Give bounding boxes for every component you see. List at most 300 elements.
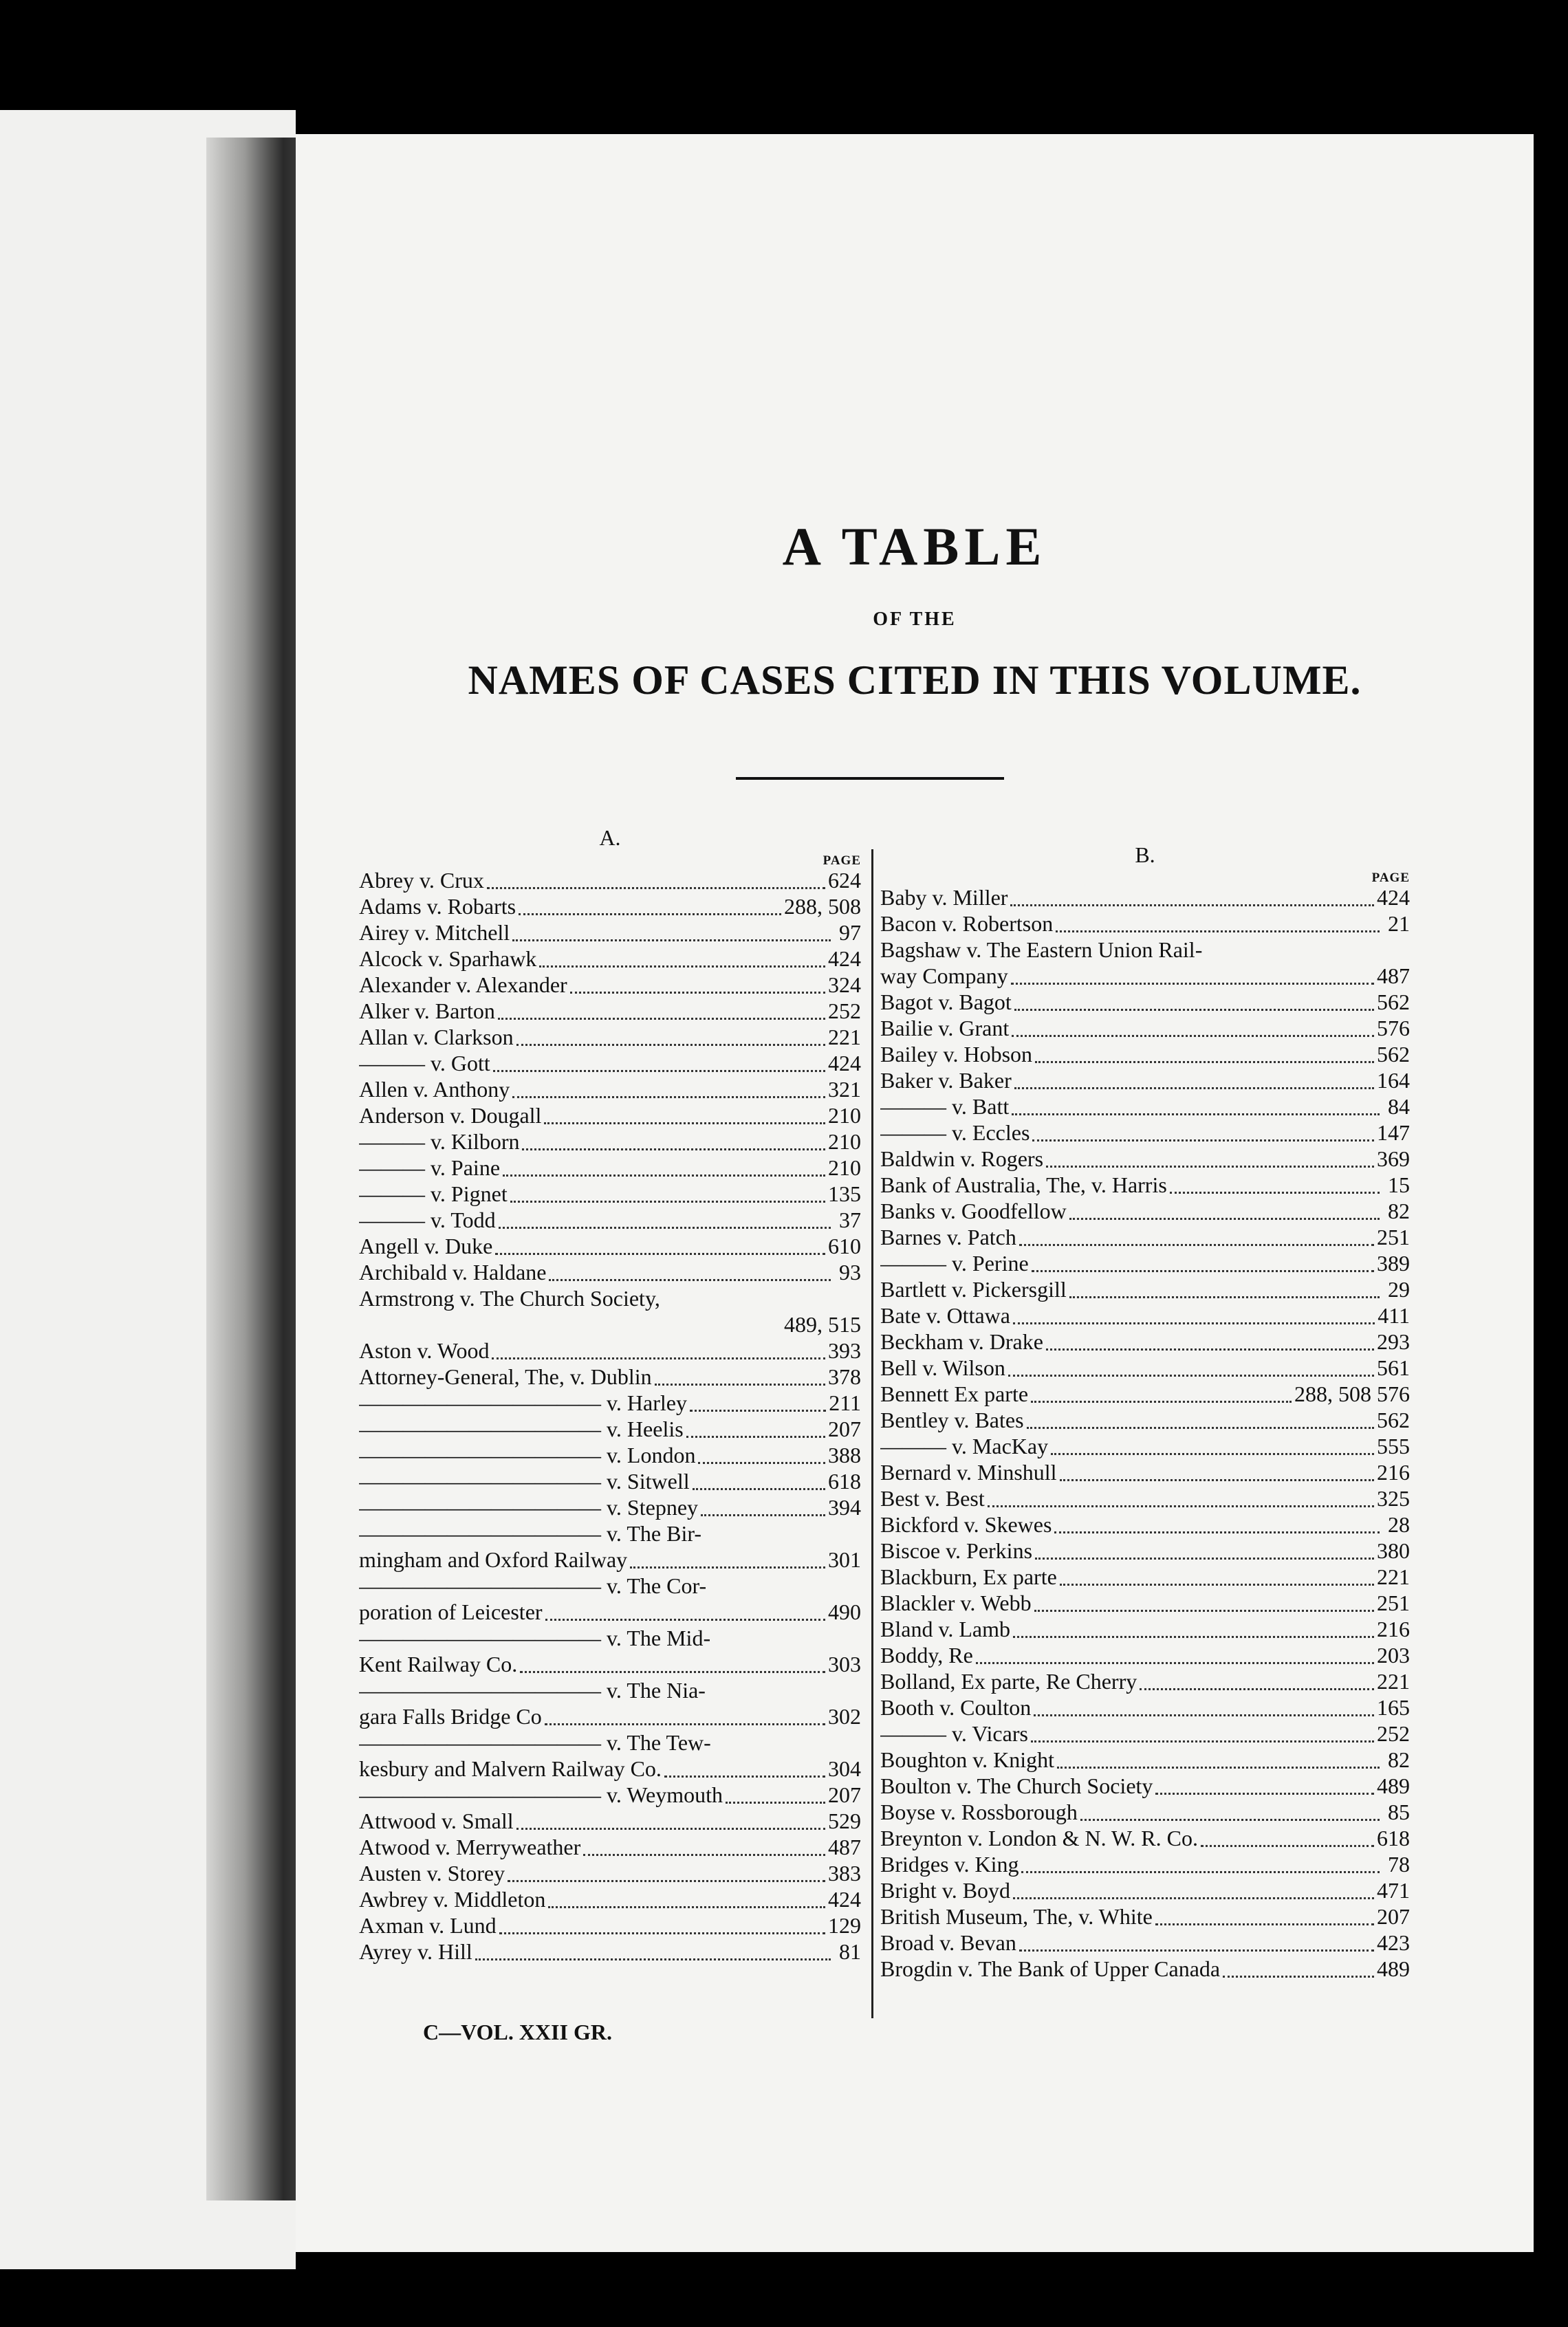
dot-leader [1056, 924, 1380, 932]
case-entry [359, 1076, 861, 1102]
case-entry [359, 1756, 861, 1782]
dot-leader [499, 1220, 831, 1229]
dot-leader [499, 1925, 825, 1934]
dot-leader [1051, 1446, 1374, 1455]
case-name: Barnes v. Patch [880, 1225, 1016, 1249]
case-page-number: 424 [828, 1887, 861, 1912]
case-page-number: 210 [828, 1103, 861, 1128]
dot-leader [1010, 897, 1374, 906]
case-entry [880, 1511, 1410, 1538]
case-name: Austen v. Storey [359, 1861, 505, 1886]
dot-leader [545, 1716, 825, 1725]
page-title: A TABLE [782, 516, 1047, 576]
case-entry [880, 1642, 1410, 1668]
case-entry [359, 1233, 861, 1259]
case-name: Bentley v. Bates [880, 1408, 1024, 1432]
case-name: ——————————— v. Sitwell [359, 1469, 690, 1494]
case-entry [359, 1703, 861, 1729]
case-page-number: 252 [828, 998, 861, 1023]
case-name: ——— v. Vicars [880, 1721, 1028, 1746]
dot-leader [1011, 976, 1374, 985]
case-entry [359, 1886, 861, 1912]
case-entry [880, 1903, 1410, 1930]
case-page-number: 221 [1377, 1669, 1410, 1694]
case-entry [359, 1782, 861, 1808]
case-entry [359, 1651, 861, 1677]
case-name: Bagshaw v. The Eastern Union Rail- [880, 937, 1203, 962]
case-page-number: 618 [828, 1469, 861, 1494]
case-page-number: 203 [1377, 1643, 1410, 1668]
case-entry [880, 1590, 1410, 1616]
case-entry [880, 1694, 1410, 1720]
dot-leader [1060, 1472, 1374, 1481]
dot-leader [498, 1011, 825, 1020]
case-name: ——————————— v. Heelis [359, 1417, 684, 1441]
column-a-page-label: PAGE [823, 853, 861, 868]
case-entry [880, 1407, 1410, 1433]
case-entry [880, 1224, 1410, 1250]
case-entry [359, 1128, 861, 1155]
case-entry [359, 1834, 861, 1860]
case-name: Baldwin v. Rogers [880, 1146, 1044, 1171]
case-name: British Museum, The, v. White [880, 1904, 1153, 1929]
dot-leader [655, 1377, 825, 1386]
case-entry [359, 1547, 861, 1573]
case-name: ——————————— v. Harley [359, 1390, 687, 1415]
case-page-number: 424 [1377, 885, 1410, 910]
dot-leader [516, 1037, 825, 1046]
case-page-number: 471 [1377, 1878, 1410, 1903]
case-entry [880, 1093, 1410, 1119]
dot-leader [1032, 1133, 1374, 1141]
case-name: Bailie v. Grant [880, 1016, 1010, 1040]
signature-mark: C—VOL. XXII GR. [423, 2020, 612, 2044]
case-page-number: 393 [828, 1338, 861, 1363]
case-page-number: 210 [828, 1129, 861, 1154]
case-name: Beckham v. Drake [880, 1329, 1043, 1354]
case-entry [880, 1485, 1410, 1511]
column-b-page-label: PAGE [1371, 871, 1410, 885]
case-name: Banks v. Goodfellow [880, 1199, 1067, 1223]
dot-leader [1027, 1420, 1374, 1429]
case-entry [359, 1808, 861, 1834]
case-entry [880, 910, 1410, 937]
case-name: Abrey v. Crux [359, 868, 484, 893]
case-entry [880, 1355, 1410, 1381]
dot-leader [503, 1168, 825, 1177]
case-name: ——————————— v. London [359, 1443, 696, 1467]
case-page-number: 576 [1377, 1016, 1410, 1040]
case-name: poration of Leicester [359, 1599, 543, 1624]
case-entry [359, 1729, 861, 1756]
case-page-number: 85 [1388, 1800, 1410, 1824]
case-name: Biscoe v. Perkins [880, 1538, 1033, 1563]
case-page-number: 207 [1377, 1904, 1410, 1929]
dot-leader [1031, 1394, 1292, 1403]
dot-leader [1069, 1211, 1380, 1220]
case-name: ——— v. Paine [359, 1155, 501, 1180]
case-page-number: 82 [1388, 1747, 1410, 1772]
case-entry [359, 1364, 861, 1390]
case-name: Best v. Best [880, 1486, 985, 1511]
case-page-number: 489 [1377, 1773, 1410, 1798]
case-name: Bate v. Ottawa [880, 1303, 1010, 1328]
case-entry [880, 1433, 1410, 1459]
dot-leader [1057, 1760, 1380, 1769]
case-name: gara Falls Bridge Co [359, 1704, 542, 1729]
case-entry [880, 1119, 1410, 1146]
case-name: Angell v. Duke [359, 1234, 493, 1258]
case-entry [359, 1442, 861, 1468]
case-entry [880, 1302, 1410, 1329]
case-name: ——— v. Kilborn [359, 1129, 520, 1154]
dot-leader [475, 1952, 831, 1960]
dot-leader [495, 1246, 825, 1255]
case-page-number: 93 [839, 1260, 861, 1285]
case-name: ——— v. MacKay [880, 1434, 1049, 1459]
case-name: Axman v. Lund [359, 1913, 497, 1938]
dot-leader [1034, 1603, 1374, 1612]
case-page-number: 624 [828, 868, 861, 893]
case-page-number: 251 [1377, 1225, 1410, 1249]
case-page-number: 221 [828, 1025, 861, 1049]
case-page-number: 251 [1377, 1591, 1410, 1615]
case-entry [359, 1181, 861, 1207]
case-page-number: 411 [1378, 1303, 1410, 1328]
case-page-number: 252 [1377, 1721, 1410, 1746]
case-entry [880, 1877, 1410, 1903]
case-page-number: 369 [1377, 1146, 1410, 1171]
dot-leader [1155, 1916, 1374, 1925]
case-page-number: 216 [1377, 1460, 1410, 1485]
dot-leader [1014, 1080, 1374, 1089]
case-name: Boughton v. Knight [880, 1747, 1055, 1772]
case-page-number: 562 [1377, 1408, 1410, 1432]
case-name: Bickford v. Skewes [880, 1512, 1052, 1537]
case-entry [880, 1564, 1410, 1590]
case-entry [359, 1285, 861, 1311]
dot-leader [1035, 1054, 1374, 1063]
case-name: ——————————— v. The Mid- [359, 1626, 711, 1650]
case-name: ——— v. Eccles [880, 1120, 1030, 1145]
case-page-number: 618 [1377, 1826, 1410, 1850]
case-entry [880, 1668, 1410, 1694]
case-name: Boddy, Re [880, 1643, 973, 1668]
dot-leader [493, 1063, 825, 1072]
dot-leader [1170, 1185, 1380, 1194]
case-entry [359, 1390, 861, 1416]
case-name: Anderson v. Dougall [359, 1103, 542, 1128]
case-name: Bagot v. Bagot [880, 990, 1012, 1014]
case-page-number: 135 [828, 1181, 861, 1206]
case-name: Brogdin v. The Bank of Upper Canada [880, 1956, 1221, 1981]
case-name: ——————————— v. The Tew- [359, 1730, 711, 1755]
case-page-number: 561 [1377, 1355, 1410, 1380]
case-entry [880, 1799, 1410, 1825]
case-entry [359, 1912, 861, 1938]
title-connector: OF THE [873, 609, 957, 630]
case-name: ——— v. Gott [359, 1051, 490, 1075]
case-entry [359, 1207, 861, 1233]
dot-leader [512, 932, 831, 941]
dot-leader [1032, 1263, 1374, 1272]
case-entry [880, 1616, 1410, 1642]
case-name: Allan v. Clarkson [359, 1025, 514, 1049]
case-entry [880, 1250, 1410, 1276]
case-page-number: 302 [828, 1704, 861, 1729]
case-entry [359, 1050, 861, 1076]
case-name: Broad v. Bevan [880, 1930, 1016, 1955]
case-name: Booth v. Coulton [880, 1695, 1032, 1720]
case-name: ——————————— v. Stepney [359, 1495, 699, 1520]
dot-leader [1060, 1577, 1374, 1586]
case-page-number: 304 [828, 1756, 861, 1781]
dot-leader [1012, 1106, 1380, 1115]
case-name: Allen v. Anthony [359, 1077, 510, 1102]
case-page-number: 487 [828, 1835, 861, 1859]
case-name: Armstrong v. The Church Society, [359, 1286, 660, 1311]
case-name: Bernard v. Minshull [880, 1460, 1057, 1485]
case-page-number: 82 [1388, 1199, 1410, 1223]
case-name: Bennett Ex parte [880, 1381, 1029, 1406]
dot-leader [1201, 1838, 1374, 1847]
case-entry [880, 989, 1410, 1015]
case-entry [880, 1276, 1410, 1302]
case-name: Boulton v. The Church Society [880, 1773, 1153, 1798]
case-page-number: 15 [1388, 1172, 1410, 1197]
dot-leader [512, 1089, 825, 1098]
case-entry [880, 1825, 1410, 1851]
dot-leader [1046, 1159, 1374, 1168]
case-page-number: 78 [1388, 1852, 1410, 1877]
case-entry [880, 1459, 1410, 1485]
case-entry [359, 1677, 861, 1703]
case-entry [359, 1860, 861, 1886]
case-page-number: 81 [839, 1939, 861, 1964]
case-entry [359, 1468, 861, 1494]
case-page-number: 165 [1377, 1695, 1410, 1720]
case-name: Bland v. Lamb [880, 1617, 1010, 1641]
case-page-number: 29 [1388, 1277, 1410, 1302]
case-entry [359, 1599, 861, 1625]
dot-leader [1223, 1969, 1374, 1978]
case-name: Awbrey v. Middleton [359, 1887, 546, 1912]
case-page-number: 388 [828, 1443, 861, 1467]
case-entry [880, 1538, 1410, 1564]
dot-leader [1140, 1681, 1374, 1690]
case-name: Airey v. Mitchell [359, 920, 510, 945]
case-page-number: 610 [828, 1234, 861, 1258]
case-page-number: 301 [828, 1547, 861, 1572]
title-rule [736, 777, 1004, 780]
dot-leader [698, 1455, 825, 1464]
case-name: Blackburn, Ex parte [880, 1564, 1057, 1589]
dot-leader [522, 1141, 825, 1150]
case-name: Kent Railway Co. [359, 1652, 518, 1676]
case-entry [880, 1067, 1410, 1093]
case-page-number: 562 [1377, 990, 1410, 1014]
dot-leader [1080, 1812, 1380, 1821]
column-a-list [359, 867, 861, 1965]
dot-leader [1019, 1943, 1374, 1952]
dot-leader [1019, 1237, 1374, 1246]
dot-leader [510, 1194, 825, 1203]
case-page-number: 490 [828, 1599, 861, 1624]
column-b [880, 842, 1410, 1982]
case-page-number: 288, 508 [784, 894, 861, 919]
case-name: Alexander v. Alexander [359, 972, 567, 997]
dot-leader [519, 906, 781, 915]
case-entry [359, 1625, 861, 1651]
dot-leader [1035, 1551, 1374, 1560]
case-entry [880, 963, 1410, 989]
case-page-number: 216 [1377, 1617, 1410, 1641]
case-page-number: 389 [1377, 1251, 1410, 1276]
case-entry [880, 937, 1410, 963]
case-entry [880, 1329, 1410, 1355]
case-page-number: 37 [839, 1208, 861, 1232]
dot-leader [693, 1481, 825, 1490]
dot-leader [1021, 1864, 1380, 1873]
case-page-number: 529 [828, 1809, 861, 1833]
case-name: ——————————— v. The Bir- [359, 1521, 701, 1546]
case-entry [880, 1851, 1410, 1877]
case-entry [359, 1311, 861, 1337]
case-entry [880, 1146, 1410, 1172]
case-page-number: 555 [1377, 1434, 1410, 1459]
case-page-number: 21 [1388, 911, 1410, 936]
case-name: Bailey v. Hobson [880, 1042, 1033, 1067]
case-name: Atwood v. Merryweather [359, 1835, 581, 1859]
case-entry [359, 1024, 861, 1050]
page-subtitle: NAMES OF CASES CITED IN THIS VOLUME. [468, 657, 1362, 703]
case-page-number: 562 [1377, 1042, 1410, 1067]
case-entry [880, 1930, 1410, 1956]
case-name: Alker v. Barton [359, 998, 495, 1023]
case-entry [880, 1956, 1410, 1982]
case-entry [359, 1416, 861, 1442]
case-entry [359, 1938, 861, 1965]
case-name: Attorney-General, The, v. Dublin [359, 1364, 652, 1389]
case-name: ——————————— v. Weymouth [359, 1782, 723, 1807]
case-entry [359, 1520, 861, 1547]
case-page-number: 489, 515 [784, 1312, 861, 1337]
case-entry [880, 1198, 1410, 1224]
dot-leader [548, 1899, 825, 1908]
case-page-number: 487 [1377, 963, 1410, 988]
case-name: ——————————— v. The Nia- [359, 1678, 706, 1703]
case-entry [359, 946, 861, 972]
case-name: Bolland, Ex parte, Re Cherry [880, 1669, 1137, 1694]
case-name: ——— v. Batt [880, 1094, 1010, 1119]
case-page-number: 423 [1377, 1930, 1410, 1955]
dot-leader [701, 1507, 825, 1516]
column-divider [871, 849, 873, 2018]
dot-leader [1155, 1786, 1374, 1795]
dot-leader [988, 1498, 1374, 1507]
case-name: Bacon v. Robertson [880, 911, 1054, 936]
case-page-number: 380 [1377, 1538, 1410, 1563]
dot-leader [664, 1769, 825, 1778]
case-name: ——— v. Perine [880, 1251, 1029, 1276]
case-name: Bright v. Boyd [880, 1878, 1011, 1903]
case-page-number: 378 [828, 1364, 861, 1389]
column-b-list [880, 884, 1410, 1982]
dot-leader [583, 1847, 825, 1856]
case-name: Bridges v. King [880, 1852, 1019, 1877]
case-page-number: 164 [1377, 1068, 1410, 1093]
right-page [296, 134, 1534, 2252]
case-entry [880, 1747, 1410, 1773]
case-name: Breynton v. London & N. W. R. Co. [880, 1826, 1198, 1850]
case-page-number: 28 [1388, 1512, 1410, 1537]
case-page-number: 303 [828, 1652, 861, 1676]
case-page-number: 293 [1377, 1329, 1410, 1354]
dot-leader [516, 1821, 825, 1830]
case-name: ——————————— v. The Cor- [359, 1573, 707, 1598]
case-page-number: 129 [828, 1913, 861, 1938]
case-page-number: 210 [828, 1155, 861, 1180]
case-page-number: 325 [1377, 1486, 1410, 1511]
case-name: Aston v. Wood [359, 1338, 490, 1363]
case-entry [359, 998, 861, 1024]
case-page-number: 207 [828, 1782, 861, 1807]
case-entry [359, 1494, 861, 1520]
case-name: Bartlett v. Pickersgill [880, 1277, 1067, 1302]
case-page-number: 321 [828, 1077, 861, 1102]
case-name: mingham and Oxford Railway [359, 1547, 628, 1572]
case-entry [880, 884, 1410, 910]
case-name: Bell v. Wilson [880, 1355, 1005, 1380]
case-page-number: 394 [828, 1495, 861, 1520]
dot-leader [1012, 1028, 1374, 1037]
case-name: Archibald v. Haldane [359, 1260, 547, 1285]
case-page-number: 288, 508 576 [1294, 1381, 1410, 1406]
case-page-number: 221 [1377, 1564, 1410, 1589]
dot-leader [549, 1272, 831, 1281]
dot-leader [508, 1873, 825, 1882]
case-entry [359, 1155, 861, 1181]
case-page-number: 97 [839, 920, 861, 945]
case-name: kesbury and Malvern Railway Co. [359, 1756, 662, 1781]
case-page-number: 84 [1388, 1094, 1410, 1119]
case-entry [880, 1720, 1410, 1747]
dot-leader [1054, 1525, 1380, 1533]
dot-leader [1013, 1315, 1375, 1324]
dot-leader [1008, 1368, 1374, 1377]
dot-leader [539, 959, 825, 968]
dot-leader [544, 1115, 825, 1124]
case-name: Alcock v. Sparhawk [359, 946, 537, 971]
case-name: ——— v. Pignet [359, 1181, 508, 1206]
case-name: Ayrey v. Hill [359, 1939, 472, 1964]
case-entry [359, 893, 861, 919]
case-page-number: 147 [1377, 1120, 1410, 1145]
case-entry [359, 1259, 861, 1285]
case-page-number: 211 [829, 1390, 861, 1415]
case-name: ——— v. Todd [359, 1208, 496, 1232]
case-entry [359, 972, 861, 998]
case-entry [359, 1573, 861, 1599]
case-name: Blackler v. Webb [880, 1591, 1032, 1615]
case-name: way Company [880, 963, 1008, 988]
case-entry [880, 1381, 1410, 1407]
case-page-number: 424 [828, 946, 861, 971]
dot-leader [1031, 1734, 1374, 1742]
case-page-number: 324 [828, 972, 861, 997]
case-entry [359, 1102, 861, 1128]
case-name: Attwood v. Small [359, 1809, 514, 1833]
